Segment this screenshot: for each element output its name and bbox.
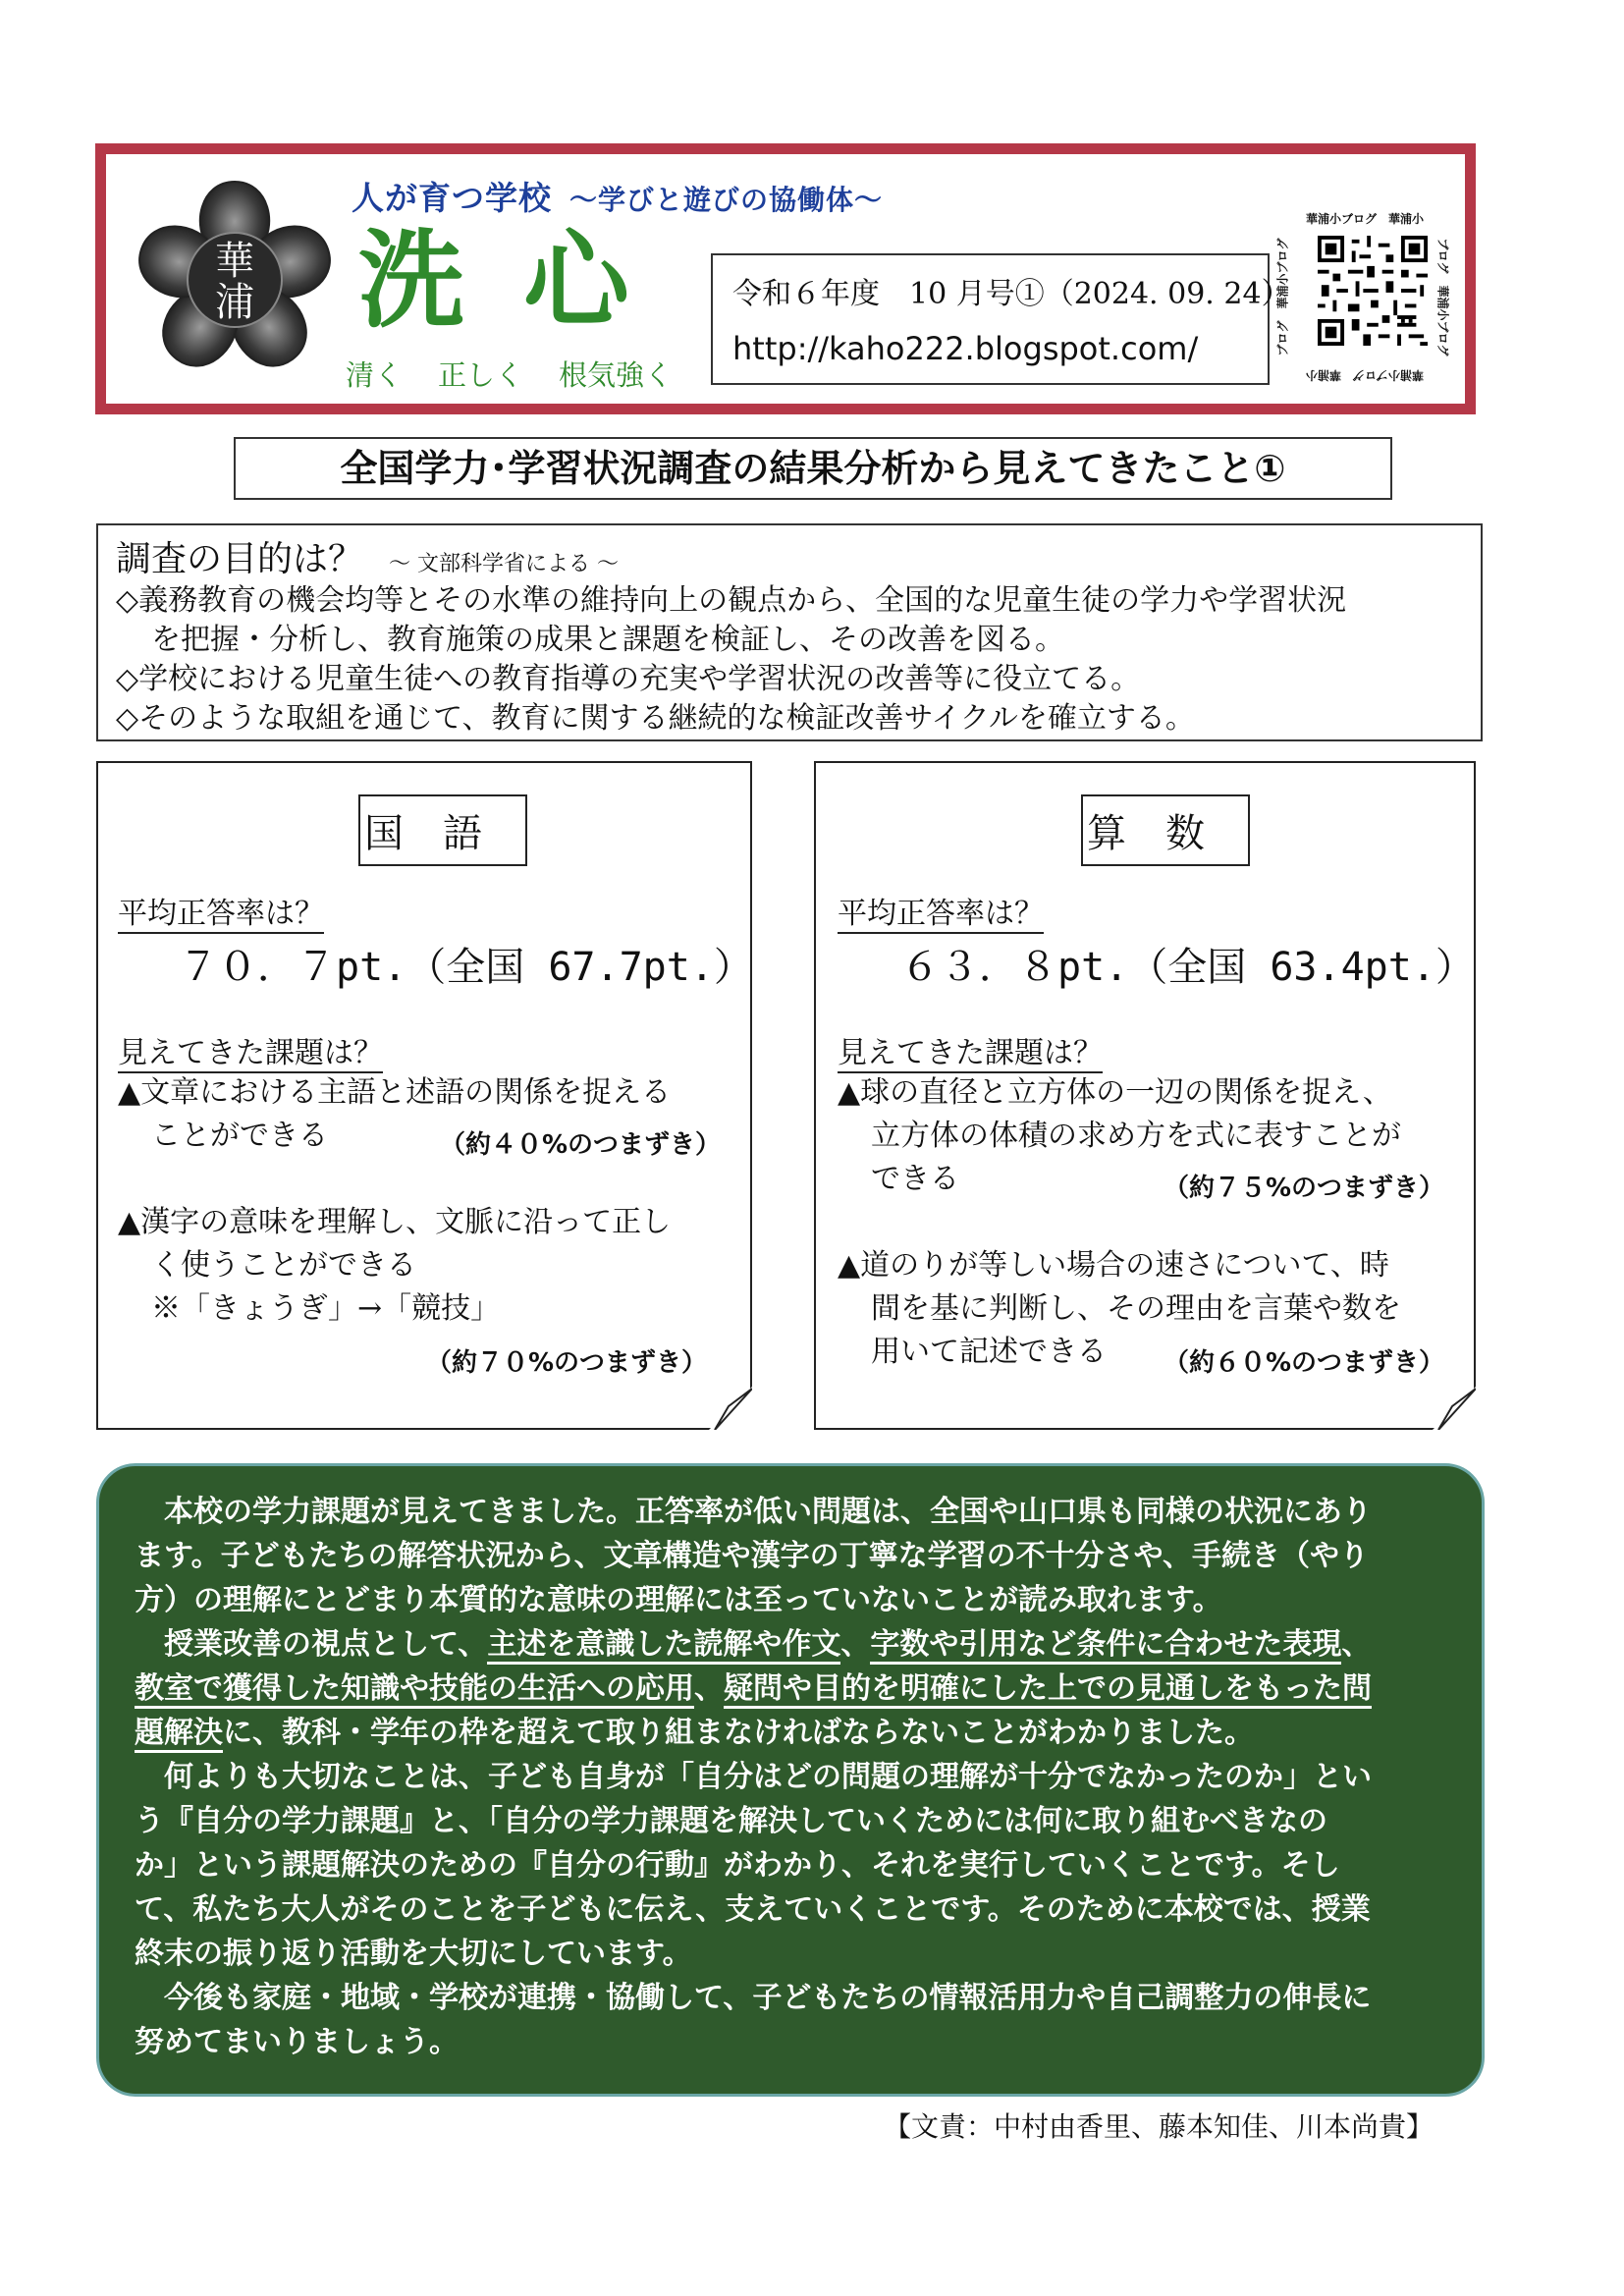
summary-p2-point-4: 疑問や目的を明確にした上での見通しをもった問 [724, 1671, 1372, 1709]
japanese-issue-2-line-3: ※「きょうぎ」→「競技」 [151, 1291, 501, 1326]
summary-p2-text-a: 授業改善の視点として、 [135, 1627, 488, 1662]
summary-p3-line-2: う『自分の学力課題』と、「自分の学力課題を解決していくためには何に取り組むべきなの [135, 1804, 1327, 1838]
math-title: 算数 [1081, 794, 1250, 866]
emblem-char-1: 華 [215, 239, 254, 284]
slogan-1: 清く [346, 358, 404, 392]
purpose-line-2: を把握・分析し、教育施策の成果と課題を検証し、その改善を図る。 [151, 623, 1064, 657]
summary-p4-line-2: 努めてまいりましょう。 [135, 2025, 459, 2059]
japanese-results-box [96, 761, 752, 1430]
qr-code-icon[interactable] [1318, 236, 1428, 346]
purpose-line-3: ◇学校における児童生徒への教育指導の充実や学習状況の改善等に役立てる。 [116, 662, 1141, 696]
math-issue-1-line-1: ▲球の直径と立方体の一辺の関係を捉え、 [838, 1075, 1392, 1110]
newsletter-title: 洗心 [358, 219, 689, 343]
school-emblem-logo [126, 167, 344, 385]
emblem-char-2: 浦 [215, 280, 254, 325]
purpose-line-4: ◇そのような取組を通じて、教育に関する継続的な検証改善サイクルを確立する。 [116, 701, 1195, 736]
math-score: ６３．８pt.（全国 63.4pt.） [900, 945, 1475, 990]
qr-caption-top: 華浦小ブログ 華浦小 [1306, 212, 1425, 226]
qr-caption-right: ブログ 華浦小ブログ [1435, 238, 1450, 356]
summary-p2-text-c: 、 [1341, 1627, 1372, 1662]
math-issue-2-line-1: ▲道のりが等しい場合の速さについて、時 [838, 1248, 1389, 1283]
summary-p4-line-1: 今後も家庭・地域・学校が連携・協働して、子どもたちの情報活用力や自己調整力の伸長に [135, 1981, 1372, 2015]
authors-credit: 【文責：中村由香里、藤本知佳、川本尚貴】 [884, 2110, 1435, 2143]
summary-p2-text-d: 、 [694, 1671, 724, 1706]
summary-p2-point-4-cont: 題解決 [135, 1716, 223, 1753]
summary-p3-line-3: か」という課題解決のための『自分の行動』がわかり、それを実行していくことです。そし [135, 1848, 1340, 1883]
summary-p2-text-b: 、 [840, 1627, 871, 1662]
math-issue-1-line-2: 立方体の体積の求め方を式に表すことが [871, 1119, 1401, 1153]
summary-p2-text-e: に、教科・学年の枠を超えて取り組まなければならないことがわかりました。 [223, 1716, 1254, 1750]
qr-caption-bottom: 華浦小ブログ 華浦小 [1306, 368, 1425, 382]
slogan-3: 根気強く [559, 358, 674, 392]
survey-purpose-box [96, 523, 1483, 741]
motto [352, 173, 883, 219]
summary-p2-point-2: 字数や引用など条件に合わせた表現 [870, 1627, 1341, 1665]
summary-p2-point-3: 教室で獲得した知識や技能の生活への応用 [135, 1671, 694, 1709]
math-issue-2-line-2: 間を基に判断し、その理由を言葉や数を [871, 1291, 1401, 1326]
summary-p2-line-1 [135, 1622, 1446, 1667]
japanese-issues-label: 見えてきた課題は？ [118, 1028, 383, 1073]
math-avg-label: 平均正答率は？ [838, 889, 1044, 934]
japanese-issue-1-line-2: ことができる [151, 1119, 328, 1153]
summary-panel [96, 1463, 1485, 2097]
qr-caption-left: ブログ 華浦小ブログ [1275, 238, 1290, 356]
math-results-box [814, 761, 1476, 1430]
japanese-title: 国語 [358, 794, 527, 866]
slogan [346, 354, 708, 394]
summary-p1-line-1: 本校の学力課題が見えてきました。正答率が低い問題は、全国や山口県も同様の状況にあり [135, 1495, 1372, 1529]
japanese-issue-1-stumble-rate: （約４０%のつまずき） [440, 1130, 722, 1160]
summary-p2-line-2 [135, 1667, 1446, 1711]
japanese-issue-2 [118, 1201, 671, 1331]
math-issues-label: 見えてきた課題は？ [838, 1028, 1103, 1073]
summary-p3-line-5: 終末の振り返り活動を大切にしています。 [135, 1937, 692, 1971]
purpose-heading [116, 531, 1463, 581]
page-heading: 全国学力･学習状況調査の結果分析から見えてきたこと① [234, 437, 1392, 500]
math-issue-1-line-3: できる [871, 1162, 959, 1196]
japanese-score: ７０．７pt.（全国 67.7pt.） [179, 945, 753, 990]
purpose-source: ～ 文部科学省による ～ [389, 552, 620, 576]
page-curl-icon [1433, 1387, 1476, 1430]
summary-p1-line-3: 方）の理解にとどまり本質的な意味の理解には至っていないことが読み取れます。 [135, 1583, 1222, 1617]
summary-p2-line-3 [135, 1711, 1446, 1755]
summary-p2-point-1: 主述を意識した読解や作文 [487, 1627, 840, 1665]
japanese-issue-1-line-1: ▲文章における主語と述語の関係を捉える [118, 1075, 672, 1110]
japanese-issue-2-line-2: く使うことができる [151, 1248, 416, 1283]
motto-sub: ～学びと遊びの協働体～ [569, 184, 884, 216]
issue-date: 令和６年度 10 月号①（2024. 09. 24） [732, 277, 1291, 311]
purpose-title: 調査の目的は？ [116, 539, 364, 579]
motto-main: 人が育つ学校 [352, 179, 552, 217]
math-issue-2-stumble-rate: （約６０%のつまずき） [1164, 1348, 1445, 1378]
japanese-issue-2-stumble-rate: （約７０%のつまずき） [426, 1348, 708, 1378]
summary-p1-line-2: ます。子どもたちの解答状況から、文章構造や漢字の丁寧な学習の不十分さや、手続き（やり [135, 1539, 1369, 1573]
math-issue-1-stumble-rate: （約７５%のつまずき） [1164, 1174, 1445, 1203]
math-issue-2-line-3: 用いて記述できる [871, 1335, 1107, 1369]
summary-p3-line-1: 何よりも大切なことは、子ども自身が「自分はどの問題の理解が十分でなかったのか」とい [135, 1760, 1372, 1794]
summary-p3-line-4: て、私たち大人がそのことを子どもに伝え、支えていくことです。そのために本校では、授業 [135, 1892, 1371, 1927]
slogan-2: 正しく [438, 358, 524, 392]
blog-url[interactable]: http://kaho222.blogspot.com/ [732, 330, 1199, 367]
qr-code-area [1275, 212, 1451, 382]
page-curl-icon [709, 1387, 752, 1430]
japanese-issue-2-line-1: ▲漢字の意味を理解し、文脈に沿って正し [118, 1205, 672, 1239]
japanese-avg-label: 平均正答率は？ [118, 889, 324, 934]
purpose-line-1: ◇義務教育の機会均等とその水準の維持向上の観点から、全国的な児童生徒の学力や学習状況 [116, 583, 1347, 618]
